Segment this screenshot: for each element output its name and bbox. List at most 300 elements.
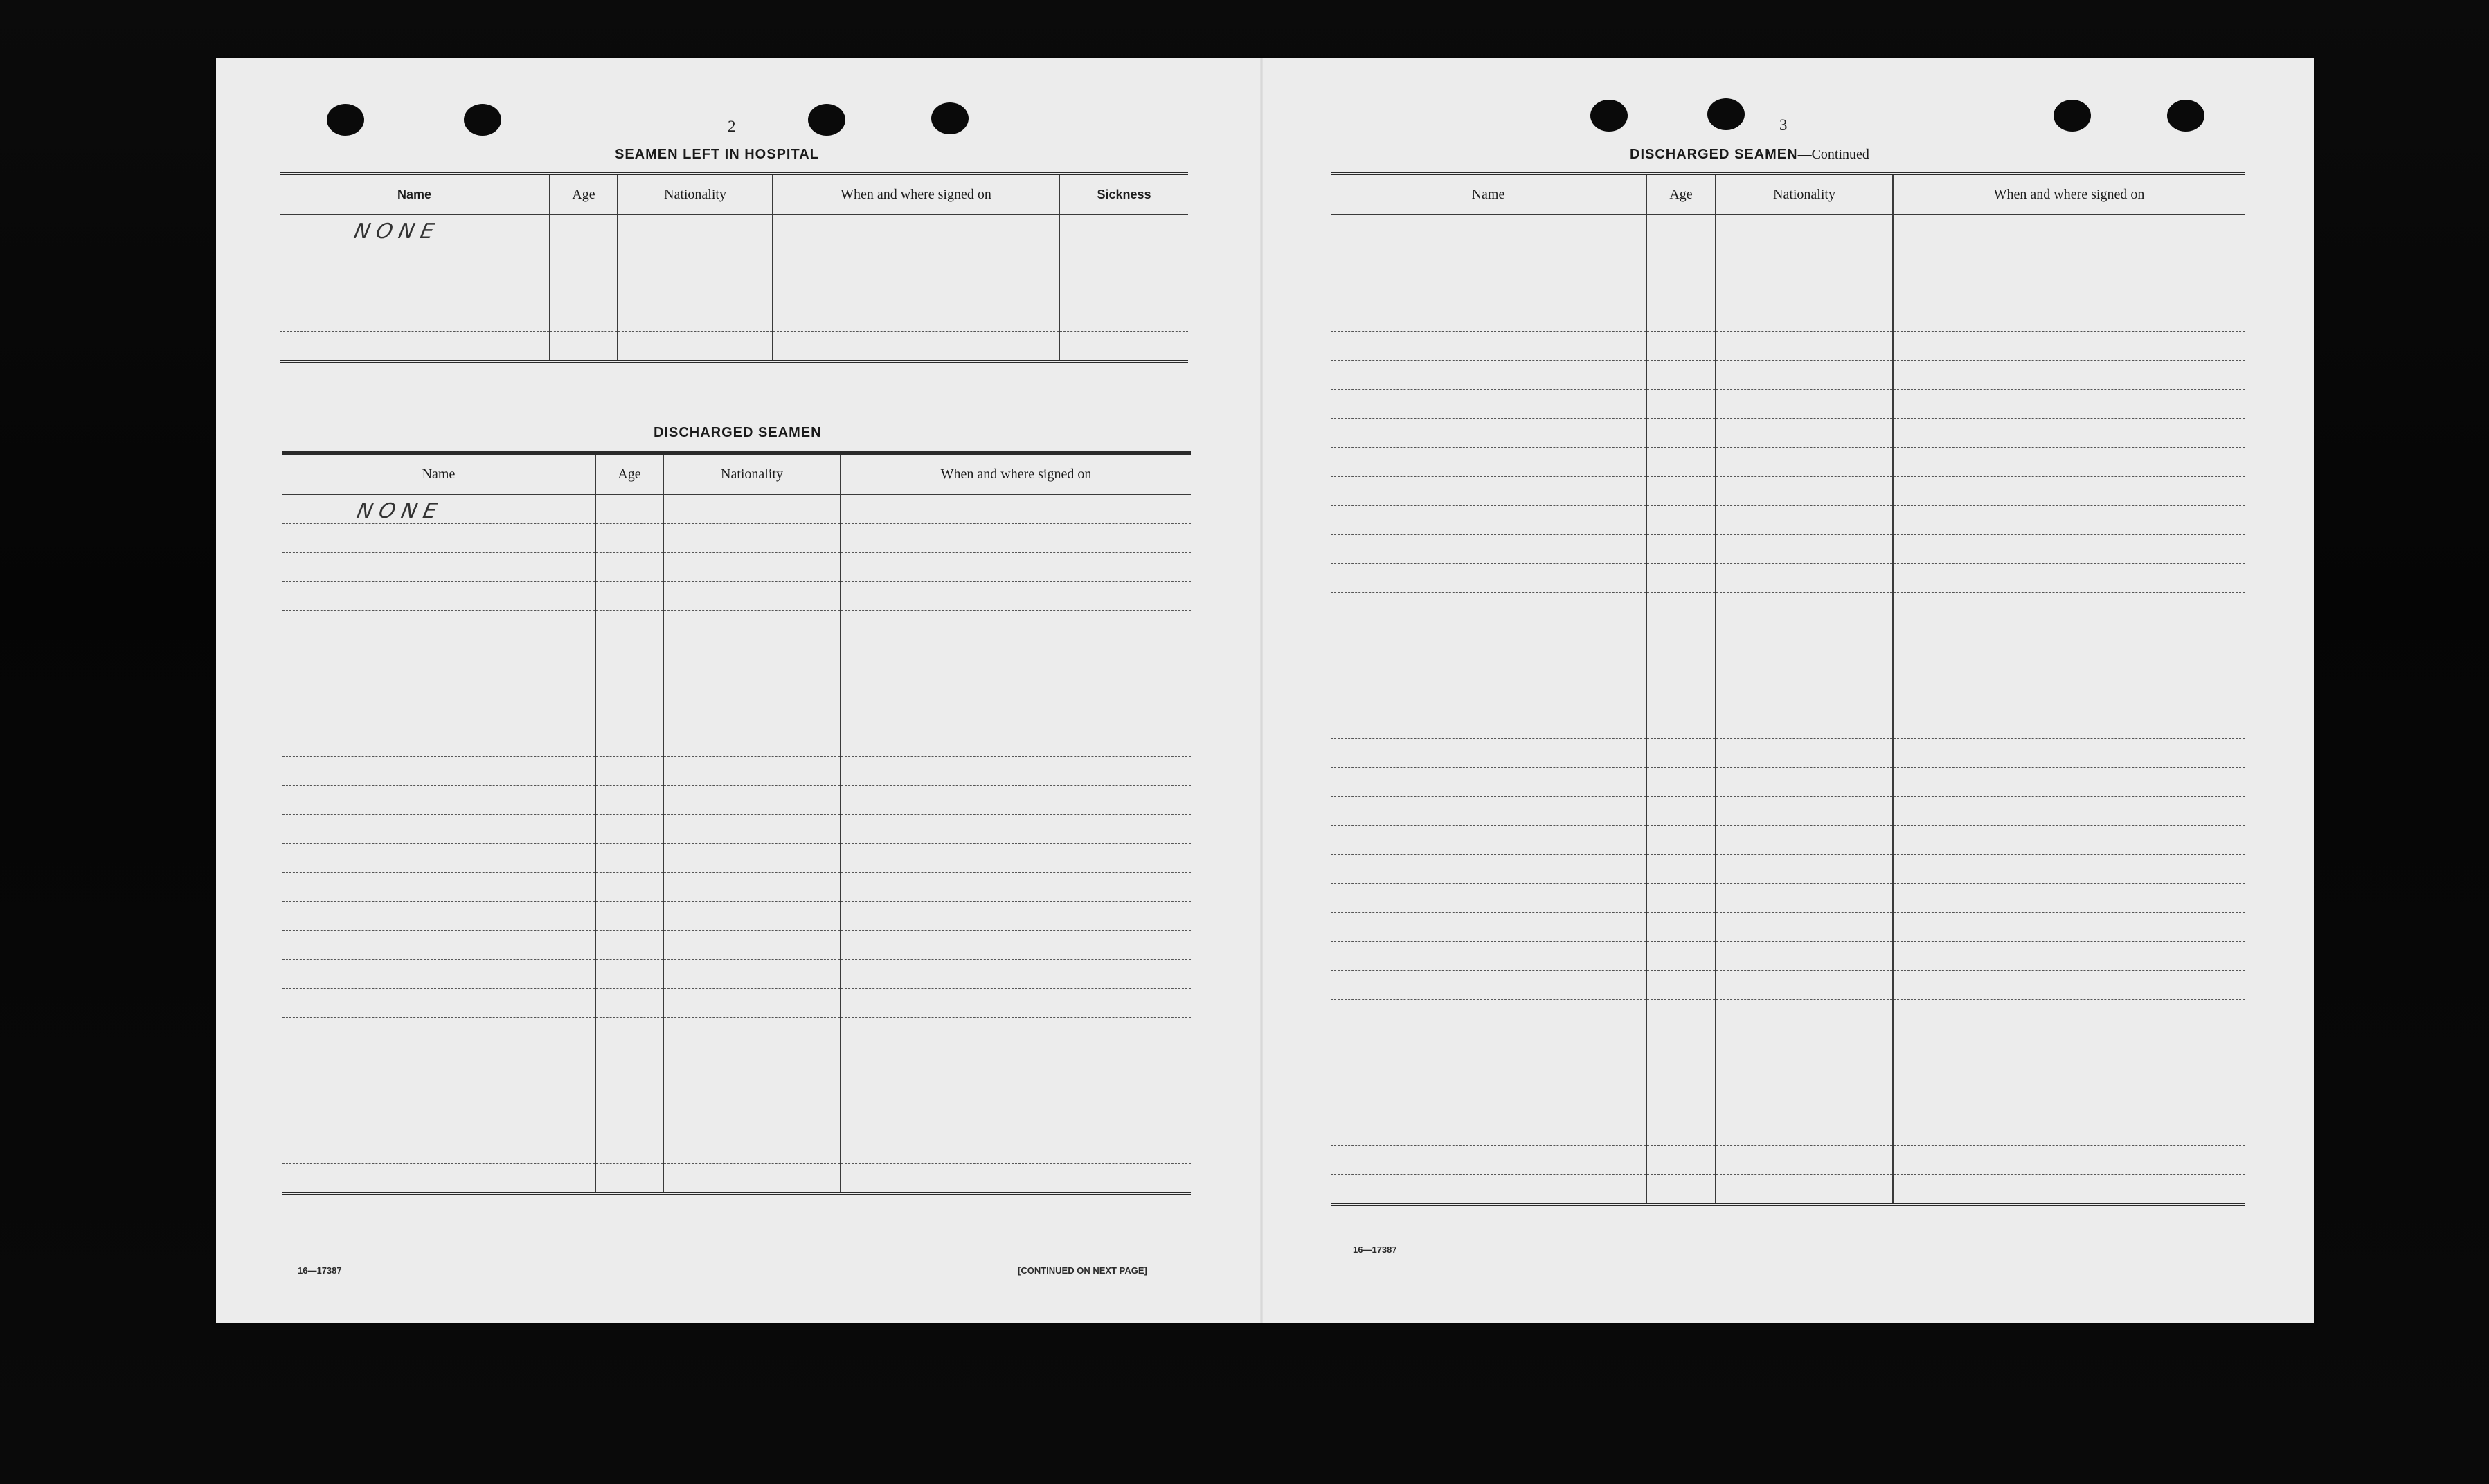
table-cell — [1331, 302, 1646, 332]
table-cell — [663, 989, 841, 1018]
column-header-nationality: Nationality — [618, 174, 773, 215]
table-cell — [1893, 768, 2245, 797]
table-cell — [663, 931, 841, 960]
table-row — [282, 757, 1191, 786]
table-cell — [1716, 477, 1893, 506]
table-cell — [595, 727, 663, 757]
page-number-right: 3 — [1779, 116, 1788, 134]
section-title-text: DISCHARGED SEAMEN — [1630, 147, 1798, 162]
table-cell — [1893, 332, 2245, 361]
table-cell — [841, 960, 1191, 989]
table-cell — [618, 244, 773, 273]
table-row — [1331, 739, 2245, 768]
table-cell — [1893, 448, 2245, 477]
table-cell — [1646, 651, 1716, 680]
table-cell — [1893, 593, 2245, 622]
table-cell — [595, 931, 663, 960]
table-cell — [1893, 855, 2245, 884]
table-cell — [1893, 1146, 2245, 1175]
table-cell — [1716, 1175, 1893, 1205]
table-cell — [595, 1164, 663, 1194]
table-cell — [1331, 1087, 1646, 1116]
binder-hole — [808, 104, 845, 136]
table-cell — [282, 1047, 595, 1076]
table-cell — [1646, 913, 1716, 942]
table-row — [1331, 1116, 2245, 1146]
table-cell — [595, 640, 663, 669]
table-cell — [1716, 1116, 1893, 1146]
table-cell — [1331, 797, 1646, 826]
column-header-age: Age — [595, 453, 663, 495]
table-cell — [1893, 826, 2245, 855]
table-cell — [282, 960, 595, 989]
table-row — [280, 273, 1188, 302]
table-cell — [282, 611, 595, 640]
column-header-name: Name — [1331, 174, 1646, 215]
table-cell — [663, 1164, 841, 1194]
table-cell — [841, 1076, 1191, 1105]
table-cell — [1893, 1116, 2245, 1146]
table-cell — [1716, 709, 1893, 739]
table-cell — [1646, 1116, 1716, 1146]
table-row — [1331, 651, 2245, 680]
table-cell — [663, 1047, 841, 1076]
table-cell — [1646, 302, 1716, 332]
table-row — [282, 582, 1191, 611]
binder-hole — [2054, 100, 2091, 132]
table-cell — [1331, 361, 1646, 390]
binder-hole — [1707, 98, 1745, 130]
table-cell — [282, 1076, 595, 1105]
table-cell — [1893, 1175, 2245, 1205]
table-cell — [1893, 564, 2245, 593]
table-cell — [1331, 244, 1646, 273]
table-cell — [1716, 506, 1893, 535]
column-header-when-where: When and where signed on — [841, 453, 1191, 495]
table-cell — [841, 931, 1191, 960]
table-cell — [595, 757, 663, 786]
table-cell — [841, 1134, 1191, 1164]
table-cell — [1646, 942, 1716, 971]
table-cell — [663, 611, 841, 640]
column-header-name: Name — [282, 453, 595, 495]
table-cell — [282, 1105, 595, 1134]
table-cell — [595, 582, 663, 611]
table-cell — [1331, 855, 1646, 884]
table-row — [282, 553, 1191, 582]
discharged-table-left-body — [282, 494, 1191, 1194]
table-cell — [280, 332, 550, 362]
table-cell — [841, 640, 1191, 669]
table-cell — [1893, 419, 2245, 448]
table-cell — [595, 553, 663, 582]
table-cell — [663, 1105, 841, 1134]
table-cell — [841, 815, 1191, 844]
table-cell — [1646, 506, 1716, 535]
table-cell — [1331, 419, 1646, 448]
hospital-table — [280, 172, 1188, 363]
table-cell — [595, 1076, 663, 1105]
table-cell — [1716, 593, 1893, 622]
table-cell — [1716, 302, 1893, 332]
table-cell — [595, 960, 663, 989]
table-cell — [1716, 1029, 1893, 1058]
table-cell — [773, 215, 1059, 244]
table-row — [282, 1047, 1191, 1076]
table-cell — [1893, 651, 2245, 680]
table-cell — [1646, 419, 1716, 448]
table-cell — [595, 786, 663, 815]
table-cell — [1331, 1029, 1646, 1058]
table-cell — [1646, 709, 1716, 739]
table-cell — [595, 1105, 663, 1134]
table-cell — [282, 494, 595, 524]
table-cell — [1331, 1058, 1646, 1087]
table-row — [1331, 477, 2245, 506]
table-cell — [841, 582, 1191, 611]
binder-hole — [931, 102, 969, 134]
table-row — [1331, 826, 2245, 855]
table-cell — [282, 727, 595, 757]
table-cell — [1646, 1000, 1716, 1029]
table-cell — [1331, 680, 1646, 709]
table-cell — [550, 302, 618, 332]
table-cell — [282, 1018, 595, 1047]
table-cell — [1331, 215, 1646, 244]
table-cell — [1646, 739, 1716, 768]
table-cell — [1716, 448, 1893, 477]
table-cell — [663, 553, 841, 582]
handwritten-entry: NONE — [352, 219, 443, 244]
table-row — [1331, 913, 2245, 942]
table-cell — [1893, 302, 2245, 332]
table-cell — [1716, 215, 1893, 244]
table-cell — [1893, 1087, 2245, 1116]
table-cell — [1716, 622, 1893, 651]
table-cell — [663, 1076, 841, 1105]
table-row — [1331, 971, 2245, 1000]
table-cell — [280, 302, 550, 332]
table-row — [1331, 1146, 2245, 1175]
table-cell — [1716, 768, 1893, 797]
table-cell — [841, 1105, 1191, 1134]
table-cell — [1893, 244, 2245, 273]
table-cell — [1331, 826, 1646, 855]
table-cell — [1646, 797, 1716, 826]
table-cell — [1893, 1029, 2245, 1058]
table-cell — [1331, 709, 1646, 739]
table-cell — [1331, 651, 1646, 680]
table-cell — [1893, 506, 2245, 535]
table-cell — [1716, 535, 1893, 564]
table-cell — [280, 215, 550, 244]
table-row — [1331, 1029, 2245, 1058]
table-cell — [1646, 477, 1716, 506]
table-cell — [595, 844, 663, 873]
table-cell — [1716, 913, 1893, 942]
table-cell — [841, 873, 1191, 902]
page-fold — [1260, 58, 1263, 1323]
table-cell — [550, 332, 618, 362]
table-cell — [1646, 390, 1716, 419]
table-cell — [841, 844, 1191, 873]
page-number-left: 2 — [728, 118, 736, 135]
table-cell — [1059, 244, 1188, 273]
table-cell — [1331, 273, 1646, 302]
table-cell — [1331, 332, 1646, 361]
table-row — [282, 669, 1191, 698]
table-row — [1331, 942, 2245, 971]
column-header-when-where: When and where signed on — [1893, 174, 2245, 215]
table-cell — [595, 494, 663, 524]
table-row — [280, 244, 1188, 273]
table-cell — [1646, 244, 1716, 273]
table-cell — [282, 524, 595, 553]
table-row — [282, 931, 1191, 960]
table-cell — [1716, 273, 1893, 302]
table-cell — [1646, 273, 1716, 302]
table-cell — [1716, 942, 1893, 971]
table-cell — [1331, 506, 1646, 535]
table-cell — [1716, 244, 1893, 273]
table-row — [282, 1076, 1191, 1105]
table-cell — [595, 669, 663, 698]
table-cell — [282, 902, 595, 931]
table-row — [1331, 361, 2245, 390]
table-cell — [1331, 477, 1646, 506]
discharged-continued-title — [1630, 147, 1869, 163]
table-row — [1331, 768, 2245, 797]
table-cell — [1716, 419, 1893, 448]
discharged-table-left — [282, 451, 1191, 1195]
table-cell — [1646, 361, 1716, 390]
table-cell — [663, 640, 841, 669]
table-row — [1331, 884, 2245, 913]
table-cell — [1331, 942, 1646, 971]
table-cell — [841, 1164, 1191, 1194]
table-cell — [663, 815, 841, 844]
table-row — [1331, 1000, 2245, 1029]
table-cell — [841, 524, 1191, 553]
table-cell — [1893, 884, 2245, 913]
column-header-name: Name — [280, 174, 550, 215]
table-cell — [550, 273, 618, 302]
table-cell — [1646, 826, 1716, 855]
table-cell — [1716, 884, 1893, 913]
table-cell — [663, 524, 841, 553]
table-row — [1331, 244, 2245, 273]
table-cell — [618, 273, 773, 302]
table-cell — [663, 960, 841, 989]
table-row — [282, 844, 1191, 873]
discharged-table-right — [1331, 172, 2245, 1206]
table-cell — [841, 698, 1191, 727]
table-row — [282, 524, 1191, 553]
table-cell — [1331, 768, 1646, 797]
table-row — [282, 640, 1191, 669]
table-cell — [1646, 215, 1716, 244]
table-cell — [1331, 564, 1646, 593]
table-row — [282, 1105, 1191, 1134]
table-cell — [663, 844, 841, 873]
column-header-nationality: Nationality — [1716, 174, 1893, 215]
table-cell — [663, 1018, 841, 1047]
table-cell — [595, 1047, 663, 1076]
table-row — [1331, 564, 2245, 593]
table-cell — [663, 786, 841, 815]
handwritten-entry: NONE — [354, 499, 446, 523]
table-cell — [1716, 1058, 1893, 1087]
table-cell — [1716, 680, 1893, 709]
table-row — [280, 215, 1188, 244]
table-cell — [1893, 1000, 2245, 1029]
table-row — [282, 698, 1191, 727]
table-cell — [773, 244, 1059, 273]
table-cell — [1646, 884, 1716, 913]
table-row — [1331, 535, 2245, 564]
table-cell — [1331, 1175, 1646, 1205]
table-cell — [1893, 622, 2245, 651]
table-row — [1331, 390, 2245, 419]
table-cell — [1716, 1087, 1893, 1116]
table-cell — [1716, 332, 1893, 361]
table-row — [1331, 302, 2245, 332]
table-cell — [1893, 709, 2245, 739]
table-cell — [282, 698, 595, 727]
table-row — [1331, 273, 2245, 302]
table-row — [1331, 1058, 2245, 1087]
table-cell — [595, 524, 663, 553]
table-cell — [1059, 273, 1188, 302]
binder-hole — [327, 104, 364, 136]
table-cell — [1716, 971, 1893, 1000]
table-cell — [1059, 332, 1188, 362]
table-cell — [595, 1018, 663, 1047]
table-cell — [1646, 680, 1716, 709]
table-cell — [1331, 535, 1646, 564]
table-cell — [1331, 971, 1646, 1000]
table-row — [282, 727, 1191, 757]
table-cell — [550, 215, 618, 244]
table-cell — [1716, 1146, 1893, 1175]
binder-hole — [464, 104, 501, 136]
form-number-left: 16—17387 — [298, 1265, 342, 1276]
table-cell — [773, 332, 1059, 362]
table-cell — [1893, 1058, 2245, 1087]
table-row — [282, 1134, 1191, 1164]
table-cell — [773, 273, 1059, 302]
table-cell — [1331, 622, 1646, 651]
table-cell — [618, 215, 773, 244]
table-cell — [841, 902, 1191, 931]
column-header-sickness: Sickness — [1059, 174, 1188, 215]
binder-hole — [1590, 100, 1628, 132]
table-cell — [1893, 680, 2245, 709]
table-cell — [1716, 651, 1893, 680]
table-cell — [595, 815, 663, 844]
table-cell — [1893, 535, 2245, 564]
table-cell — [595, 989, 663, 1018]
table-cell — [773, 302, 1059, 332]
table-cell — [1716, 564, 1893, 593]
table-cell — [1331, 593, 1646, 622]
table-cell — [595, 698, 663, 727]
table-cell — [1646, 564, 1716, 593]
table-row — [282, 786, 1191, 815]
table-cell — [1716, 1000, 1893, 1029]
table-cell — [282, 844, 595, 873]
table-cell — [841, 757, 1191, 786]
table-cell — [1646, 448, 1716, 477]
table-cell — [1893, 797, 2245, 826]
table-cell — [280, 244, 550, 273]
table-row — [282, 494, 1191, 524]
table-row — [282, 815, 1191, 844]
table-cell — [550, 244, 618, 273]
table-cell — [663, 669, 841, 698]
hospital-table-body — [280, 215, 1188, 362]
discharged-table-right-body — [1331, 215, 2245, 1205]
table-row — [280, 332, 1188, 362]
table-row — [1331, 855, 2245, 884]
table-row — [1331, 1087, 2245, 1116]
section-title-suffix: —Continued — [1797, 147, 1869, 162]
table-cell — [282, 1164, 595, 1194]
table-cell — [663, 698, 841, 727]
table-cell — [282, 582, 595, 611]
table-cell — [841, 989, 1191, 1018]
table-cell — [1646, 1175, 1716, 1205]
table-row — [1331, 797, 2245, 826]
table-cell — [595, 611, 663, 640]
table-cell — [1331, 884, 1646, 913]
table-cell — [1059, 302, 1188, 332]
table-cell — [282, 931, 595, 960]
table-cell — [1331, 913, 1646, 942]
table-cell — [1331, 390, 1646, 419]
table-cell — [663, 727, 841, 757]
table-row — [282, 1018, 1191, 1047]
table-header-row — [1331, 174, 2245, 215]
table-cell — [1646, 593, 1716, 622]
table-cell — [1893, 477, 2245, 506]
table-cell — [1716, 826, 1893, 855]
document-sheet — [216, 58, 2314, 1323]
table-cell — [282, 669, 595, 698]
table-cell — [282, 757, 595, 786]
continued-note: [CONTINUED ON NEXT PAGE] — [1018, 1265, 1147, 1276]
table-cell — [1646, 1146, 1716, 1175]
table-cell — [1331, 1000, 1646, 1029]
table-row — [1331, 419, 2245, 448]
table-cell — [1331, 1116, 1646, 1146]
table-cell — [841, 1018, 1191, 1047]
table-row — [282, 873, 1191, 902]
table-cell — [1893, 739, 2245, 768]
table-cell — [841, 553, 1191, 582]
table-row — [282, 989, 1191, 1018]
table-cell — [282, 553, 595, 582]
table-cell — [1331, 448, 1646, 477]
table-cell — [1716, 739, 1893, 768]
table-cell — [282, 640, 595, 669]
table-cell — [1893, 273, 2245, 302]
table-cell — [663, 1134, 841, 1164]
table-cell — [595, 1134, 663, 1164]
table-cell — [841, 494, 1191, 524]
table-cell — [663, 873, 841, 902]
table-cell — [1331, 1146, 1646, 1175]
